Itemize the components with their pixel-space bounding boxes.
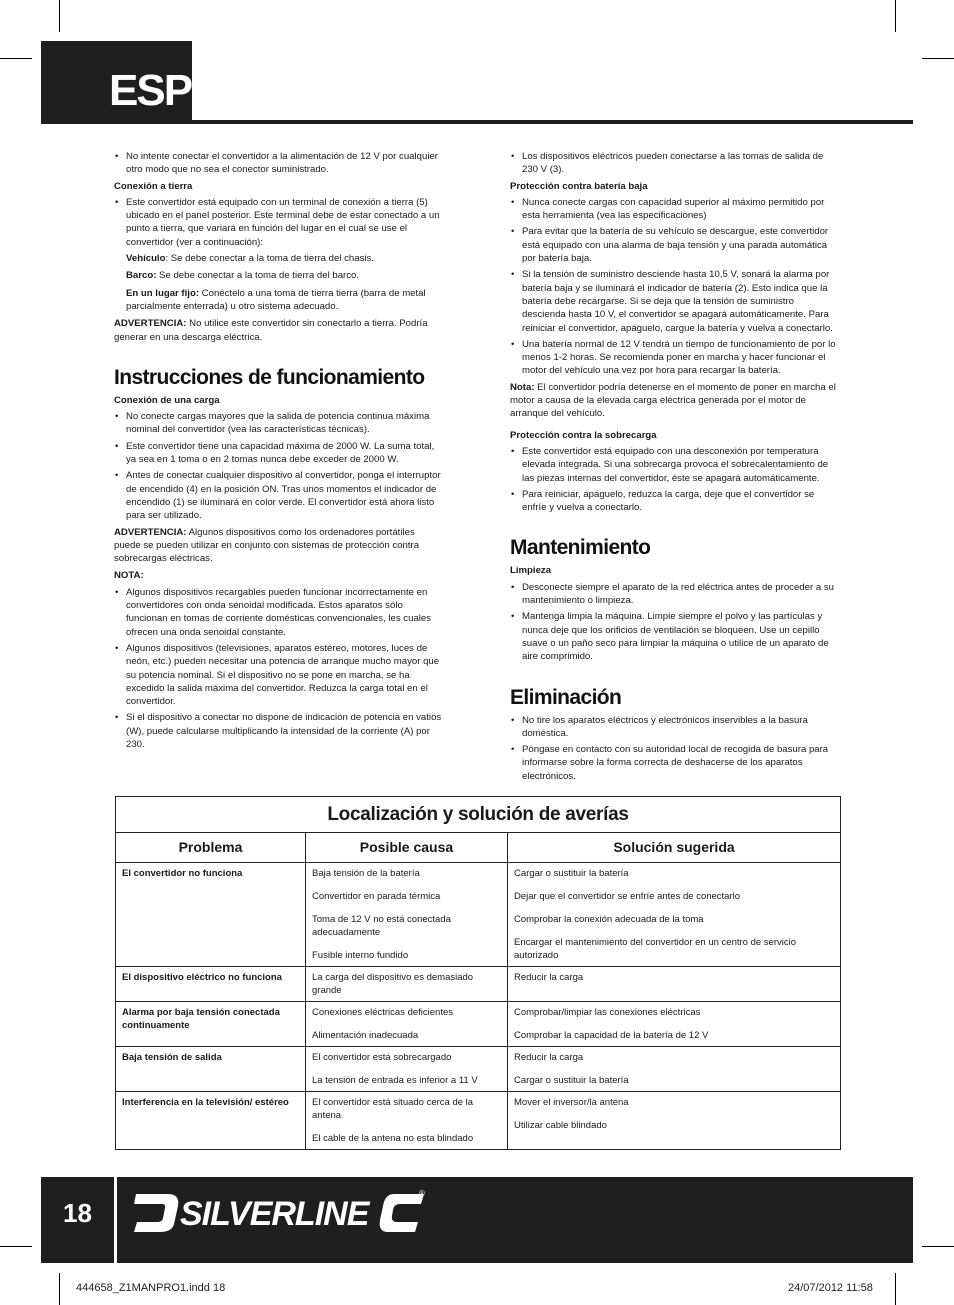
solution-line: Dejar que el convertidor se enfríe antes de conectarlo xyxy=(514,891,741,902)
disposal-heading: Eliminación xyxy=(510,685,622,709)
cause-line: El cable de la antena no esta blindado xyxy=(312,1133,474,1144)
ground-vehicle xyxy=(114,252,442,265)
problem-cell: El dispositivo eléctrico no funciona xyxy=(116,967,306,1002)
footer-divider xyxy=(114,1177,117,1263)
vehicle-text: : Se debe conectar a la toma de tierra del chasis. xyxy=(165,253,374,265)
date-info: 24/07/2012 11:58 xyxy=(788,1282,873,1294)
solution-line: Reducir la carga xyxy=(514,1052,584,1063)
list-item: • Los dispositivos eléctricos pueden conectarse a las tomas de salida de 230 V (3). xyxy=(510,150,838,177)
crop-mark xyxy=(922,58,954,59)
problem-cell: Interferencia en la televisión/ estéreo xyxy=(116,1092,306,1150)
ground-boat xyxy=(114,269,442,282)
cause-cell xyxy=(306,1092,508,1150)
header-rule xyxy=(41,120,913,124)
table-title: Localización y solución de averías xyxy=(116,797,841,833)
troubleshooting-table xyxy=(115,796,841,1150)
brand-wordmark: SILVERLINE xyxy=(180,1195,369,1233)
column-header-cause: Posible causa xyxy=(306,833,508,863)
maintenance-heading: Mantenimiento xyxy=(510,536,651,560)
silverline-logo xyxy=(132,1186,428,1236)
solution-line: Comprobar la capacidad de la batería de 12 V xyxy=(514,1030,709,1041)
intro-list xyxy=(510,150,838,177)
overload-list xyxy=(510,445,838,514)
crop-mark xyxy=(922,1246,954,1247)
warning-text: Algunos dispositivos como los ordenadores portátiles puede se pueden utilizar en conjunto con sistemas de protección contra sobrecargas eléctricas. xyxy=(114,526,420,565)
cause-cell xyxy=(306,967,508,1002)
solution-line: Mover el inversor/la antena xyxy=(514,1097,629,1108)
problem-cell: Alarma por baja tensión conectada continuamente xyxy=(116,1002,306,1047)
note-text: El convertidor podría detenerse en el momento de poner en marcha el motor a causa de la elevada carga eléctrica generada por el motor de arranque del vehículo. xyxy=(510,381,836,420)
note-label: Nota: xyxy=(510,381,535,393)
maintenance-list xyxy=(510,581,838,664)
cause-cell xyxy=(306,1002,508,1047)
table-row xyxy=(116,1047,841,1092)
list-item: • Desconecte siempre el aparato de la red eléctrica antes de proceder a su mantenimiento o limpieza. xyxy=(510,581,838,608)
list-item: • No conecte cargas mayores que la salida de potencia continua máxima nominal del convertidor (vea las características técnicas). xyxy=(114,410,442,437)
crop-mark xyxy=(895,1273,896,1305)
ground-warning xyxy=(114,317,442,344)
table-row xyxy=(116,1092,841,1150)
list-item: • Algunos dispositivos recargables pueden funcionar incorrectamente en convertidores con onda senoidal modificada. Estos aparatos sólo funcionan en tomas de corriente domésticas convencionales, les cuales ofrecen una onda senoidal constante. xyxy=(114,586,442,639)
cause-cell xyxy=(306,863,508,967)
list-item: • Nunca conecte cargas con capacidad superior al máximo permitido por esta herramienta (vea las especificaciones) xyxy=(510,196,838,223)
list-item: • No intente conectar el convertidor a la alimentación de 12 V por cualquier otro modo que no sea el conector suministrado. xyxy=(114,150,442,177)
load-list xyxy=(114,410,442,522)
cause-line: La carga del dispositivo es demasiado grande xyxy=(312,972,474,996)
fixed-text: Conéctelo a una toma de tierra tierra (barra de metal parcialmente enterrada) u otro sistema adecuado. xyxy=(126,287,426,312)
cause-line: Conexiones eléctricas deficientes xyxy=(312,1007,453,1018)
cause-line: El convertidor está situado cerca de la antena xyxy=(312,1097,474,1121)
warning-label: ADVERTENCIA: xyxy=(114,526,187,538)
solution-cell xyxy=(508,1092,841,1150)
file-info: 444658_Z1MANPRO1.indd 18 xyxy=(76,1282,226,1294)
list-item: • Antes de conectar cualquier dispositivo al convertidor, ponga el interruptor de encendido (4) en la posición ON. Tras unos momentos el indicador de encendido (1) se iluminará en color verde. El convertidor está ahora listo para ser utilizado. xyxy=(114,469,442,522)
warning-text: No utilice este convertidor sin conectarlo a tierra. Podría generar en una descarga eléctrica. xyxy=(114,318,428,343)
ground-heading: Conexión a tierra xyxy=(114,180,193,192)
solution-line: Cargar o sustituir la batería xyxy=(514,868,629,879)
boat-text: Se debe conectar a la toma de tierra del barco. xyxy=(156,270,360,282)
list-item: • Mantenga limpia la máquina. Limpie siempre el polvo y las partículas y nunca deje que los orificios de ventilación se bloqueen. Use un cepillo suave o un paño seco para limpiar la máquina o utilice de un aparato de aire comprimido. xyxy=(510,610,838,663)
cause-line: Fusible interno fundido xyxy=(312,950,409,961)
list-item: • Algunos dispositivos (televisiones, aparatos estéreo, motores, luces de neón, etc.) pueden necesitar una potencia de arranque mucho mayor que su potencia nominal. Si el dispositivo no se pone en marcha, se ha excedido la salida máxima del convertidor. Reduzca la carga total en el convertidor. xyxy=(114,642,442,708)
registered-mark: ® xyxy=(419,1189,425,1198)
operation-heading: Instrucciones de funcionamiento xyxy=(114,365,425,389)
cause-line: Toma de 12 V no está conectada adecuadamente xyxy=(312,914,451,938)
cause-line: Convertidor en parada térmica xyxy=(312,891,441,902)
table-header-row xyxy=(116,833,841,863)
page-number: 18 xyxy=(63,1198,92,1228)
column-header-solution: Solución sugerida xyxy=(508,833,841,863)
solution-line: Comprobar la conexión adecuada de la toma xyxy=(514,914,704,925)
list-item: • Este convertidor está equipado con una desconexión por temperatura elevada integrada. Si una sobrecarga provoca el sobrecalentamiento de las piezas internas del convertidor, éste se apagará automáticamente. xyxy=(510,445,838,485)
solution-cell xyxy=(508,967,841,1002)
operation-warning xyxy=(114,526,442,566)
low-battery-list xyxy=(510,196,838,378)
table-title-row xyxy=(116,797,841,833)
solution-line: Cargar o sustituir la batería xyxy=(514,1075,629,1086)
list-item: • No tire los aparatos eléctricos y electrónicos inservibles a la basura doméstica. xyxy=(510,714,838,741)
table-row xyxy=(116,1002,841,1047)
cause-line: Alimentación inadecuada xyxy=(312,1030,419,1041)
fixed-label: En un lugar fijo: xyxy=(126,287,200,299)
intro-list xyxy=(114,150,442,177)
list-item: • Si la tensión de suministro desciende hasta 10,5 V, sonará la alarma por batería baja y se iluminará el indicador de batería (2). Esto indica que la batería debe recargarse. Si se deja que la tensión de suministro descienda hasta 10 V, el convertidor se apagará automáticamente. Para reiniciar el convertidor, apáguelo, cargue la batería y vuelva a conectarlo. xyxy=(510,268,838,334)
solution-cell xyxy=(508,1002,841,1047)
problem-cell: El convertidor no funciona xyxy=(116,863,306,967)
column-header-problem: Problema xyxy=(116,833,306,863)
solution-cell xyxy=(508,863,841,967)
right-column xyxy=(510,150,838,786)
crop-mark xyxy=(59,0,60,32)
ground-fixed xyxy=(114,287,442,314)
list-item: • Una batería normal de 12 V tendrá un tiempo de funcionamiento de por lo menos 1-2 horas. Se recomienda poner en marcha y hacer funcionar el motor del vehículo una vez por hora para recargar la batería. xyxy=(510,338,838,378)
disposal-list xyxy=(510,714,838,783)
warning-label: ADVERTENCIA: xyxy=(114,318,187,330)
cause-line: El convertidor está sobrecargado xyxy=(312,1052,452,1063)
low-battery-heading: Protección contra batería baja xyxy=(510,180,648,192)
crop-mark xyxy=(895,0,896,32)
vehicle-label: Vehículo xyxy=(126,253,166,265)
language-tag: ESP xyxy=(41,41,192,123)
table-row xyxy=(116,967,841,1002)
overload-heading: Protección contra la sobrecarga xyxy=(510,429,657,441)
list-item: • Para evitar que la batería de su vehículo se descargue, este convertidor está equipado con una alarma de baja tensión y una parada automática por batería baja. xyxy=(510,225,838,265)
problem-cell: Baja tensión de salida xyxy=(116,1047,306,1092)
cause-cell xyxy=(306,1047,508,1092)
table-row xyxy=(116,863,841,967)
list-item: • Para reiniciar, apáguelo, reduzca la carga, deje que el convertidor se enfríe y vuelva a conectarlo. xyxy=(510,488,838,515)
load-heading: Conexión de una carga xyxy=(114,394,220,406)
cleaning-heading: Limpieza xyxy=(510,565,552,577)
solution-line: Reducir la carga xyxy=(514,972,584,983)
low-battery-note xyxy=(510,381,838,421)
cause-line: Baja tensión de la batería xyxy=(312,868,420,879)
list-item: • Póngase en contacto con su autoridad local de recogida de basura para informarse sobre la forma correcta de deshacerse de los aparatos electrónicos. xyxy=(510,743,838,783)
crop-mark xyxy=(0,1246,32,1247)
list-item: • Este convertidor está equipado con un terminal de conexión a tierra (5) ubicado en el panel posterior. Este terminal debe de estar conectado a un punto a tierra, que variará en función del lugar en el cual se use el convertidor (ver a continuación): xyxy=(114,196,442,249)
boat-label: Barco: xyxy=(126,270,157,282)
solution-line: Encargar el mantenimiento del convertidor en un centro de servicio autorizado xyxy=(514,937,796,961)
left-column xyxy=(114,150,442,754)
list-item: • Si el dispositivo a conectar no dispone de indicación de potencia en vatios (W), puede calcularse multiplicando la intensidad de la corriente (A) por 230. xyxy=(114,711,442,751)
solution-line: Utilizar cable blindado xyxy=(514,1120,607,1131)
solution-line: Comprobar/limpiar las conexiones eléctricas xyxy=(514,1007,701,1018)
crop-mark xyxy=(0,58,32,59)
ground-list xyxy=(114,196,442,249)
crop-mark xyxy=(59,1273,60,1305)
solution-cell xyxy=(508,1047,841,1092)
list-item: • Este convertidor tiene una capacidad máxima de 2000 W. La suma total, ya sea en 1 toma o en 2 tomas nunca debe exceder de 2000 W. xyxy=(114,440,442,467)
note-list xyxy=(114,586,442,752)
note-heading: NOTA: xyxy=(114,570,144,582)
cause-line: La tensión de entrada es inferior a 11 V xyxy=(312,1075,478,1086)
